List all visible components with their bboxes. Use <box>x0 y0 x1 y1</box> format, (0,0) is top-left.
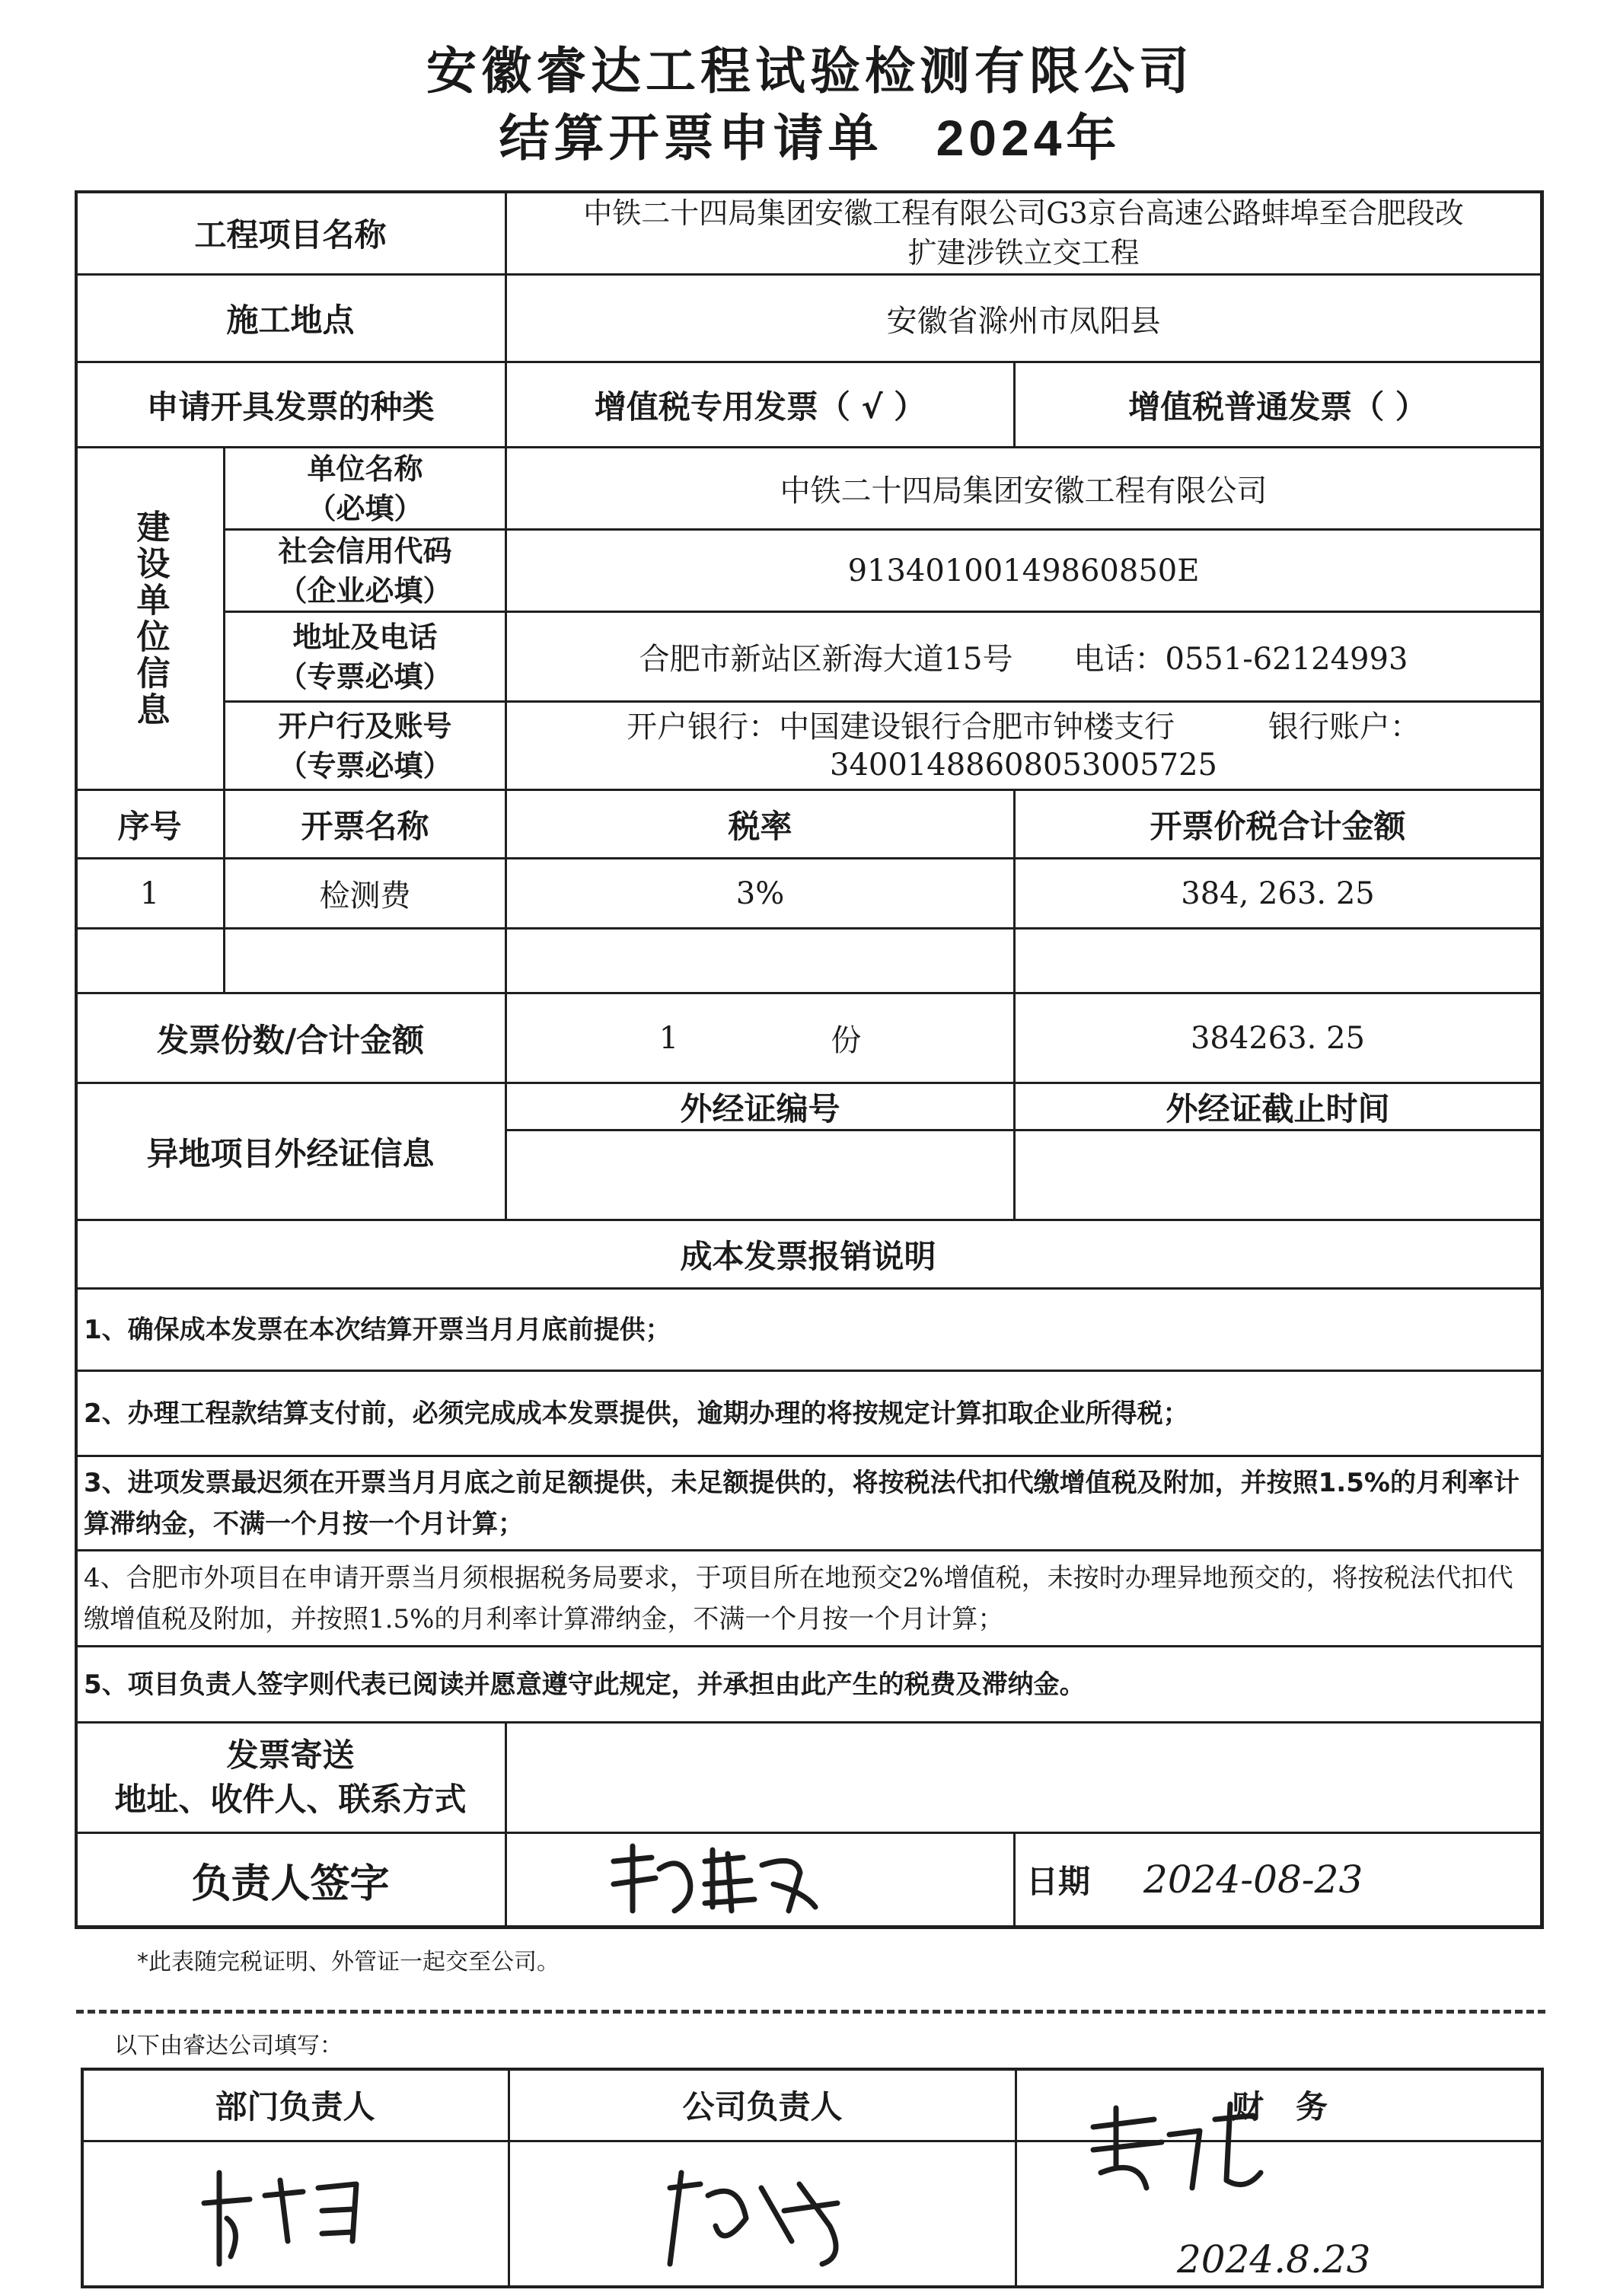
items-header-rate: 税率 <box>507 791 1016 859</box>
signer-signature-cell[interactable] <box>507 1834 1016 1928</box>
builder-account: 34001488608053005725 <box>830 747 1217 783</box>
builder-unit-label <box>225 448 507 531</box>
internal-finance-sign[interactable] <box>1017 2142 1542 2287</box>
builder-credit-note: （企业必填） <box>278 573 452 607</box>
builder-addr-value <box>507 613 1542 703</box>
internal-company-head-label: 公司负责人 <box>510 2069 1017 2142</box>
company-title: 安徽睿达工程试验检测有限公司 <box>426 42 1194 100</box>
site-value: 安徽省滁州市凤阳县 <box>507 276 1542 363</box>
builder-bank-value <box>507 703 1542 791</box>
builder-addr-label-text: 地址及电话 <box>292 620 438 654</box>
invoice-type-label: 申请开具发票的种类 <box>76 363 507 448</box>
builder-credit-label-text: 社会信用代码 <box>278 534 452 568</box>
project-name-line1: 中铁二十四局集团安徽工程有限公司G3京台高速公路蚌埠至合肥段改 <box>583 196 1464 230</box>
internal-finance-label: 财 务 <box>1017 2069 1542 2142</box>
mailing-label-line1: 发票寄送 <box>226 1736 355 1774</box>
item-1-name: 检测费 <box>225 859 507 930</box>
item-2-amount <box>1016 930 1542 994</box>
dept-head-signature <box>196 2157 394 2272</box>
builder-unit-value: 中铁二十四局集团安徽工程有限公司 <box>507 448 1542 531</box>
internal-dept-head-label: 部门负责人 <box>82 2069 510 2142</box>
external-deadline-label: 外经证截止时间 <box>1016 1084 1542 1131</box>
builder-address: 合肥市新站区新海大道15号 <box>639 642 1013 677</box>
date-value: 2024-08-23 <box>1143 1858 1363 1902</box>
mailing-value[interactable] <box>507 1724 1542 1834</box>
mailing-label <box>76 1724 507 1834</box>
form-title-text: 结算开票申请单 <box>499 109 883 167</box>
external-deadline-value[interactable] <box>1016 1131 1542 1221</box>
form-year: 2024年 <box>936 110 1121 166</box>
dashed-separator <box>76 2010 1545 2014</box>
builder-bank-line <box>627 708 1421 746</box>
summary-label: 发票份数/合计金额 <box>76 994 507 1084</box>
company-head-signature <box>647 2157 875 2272</box>
project-name-label: 工程项目名称 <box>76 192 507 276</box>
site-label: 施工地点 <box>76 276 507 363</box>
builder-bank-label-text: 开户行及账号 <box>278 709 452 743</box>
summary-count: 1 <box>659 1020 679 1056</box>
note-1: 1、确保成本发票在本次结算开票当月月底前提供； <box>76 1290 1542 1372</box>
internal-dept-head-sign[interactable] <box>82 2142 510 2287</box>
date-label: 日期 <box>1026 1863 1091 1900</box>
summary-unit: 份 <box>831 1023 862 1058</box>
item-1-rate: 3% <box>507 859 1016 930</box>
project-name-line2: 扩建涉铁立交工程 <box>907 235 1140 269</box>
items-header-name: 开票名称 <box>225 791 507 859</box>
builder-credit-label <box>225 531 507 613</box>
form-title <box>0 97 1620 170</box>
item-1-amount: 384, 263. 25 <box>1016 859 1542 930</box>
builder-addr-label <box>225 613 507 703</box>
notes-title: 成本发票报销说明 <box>76 1221 1542 1290</box>
builder-bank-label <box>225 703 507 791</box>
note-5: 5、项目负责人签字则代表已阅读并愿意遵守此规定，并承担由此产生的税费及滞纳金。 <box>76 1647 1542 1724</box>
signer-label: 负责人签字 <box>76 1834 507 1928</box>
item-1-index: 1 <box>76 859 225 930</box>
note-3: 3、进项发票最迟须在开票当月月底之前足额提供，未足额提供的，将按税法代扣代缴增值税及附加，并按照1.5%的月利率计算滞纳金，不满一个月按一个月计算； <box>76 1457 1542 1551</box>
finance-signature <box>1070 2097 1284 2211</box>
builder-group-label: 建设单位信息 <box>76 448 225 791</box>
items-header-amount: 开票价税合计金额 <box>1016 791 1542 859</box>
external-number-label: 外经证编号 <box>507 1084 1016 1131</box>
invoice-type-normal[interactable]: 增值税普通发票（ ） <box>1016 363 1542 448</box>
project-name-value <box>507 192 1542 276</box>
signer-signature <box>598 1838 827 1922</box>
invoice-type-special[interactable]: 增值税专用发票（ √ ） <box>507 363 1016 448</box>
builder-unit-note: （必填） <box>307 491 423 525</box>
items-header-index: 序号 <box>76 791 225 859</box>
external-label: 异地项目外经证信息 <box>76 1084 507 1221</box>
item-2-rate <box>507 930 1016 994</box>
footnote: *此表随完税证明、外管证一起交至公司。 <box>137 1949 560 1976</box>
mailing-label-line2: 地址、收件人、联系方式 <box>114 1781 467 1818</box>
builder-phone: 电话：0551-62124993 <box>1073 642 1408 677</box>
builder-credit-value: 91340100149860850E <box>507 531 1542 613</box>
external-number-value[interactable] <box>507 1131 1016 1221</box>
note-2: 2、办理工程款结算支付前，必须完成成本发票提供，逾期办理的将按规定计算扣取企业所得税； <box>76 1372 1542 1457</box>
summary-count-cell <box>507 994 1016 1084</box>
item-2-name <box>225 930 507 994</box>
finance-date: 2024.8.23 <box>1177 2237 1371 2282</box>
builder-bank-note: （专票必填） <box>278 748 452 783</box>
item-2-index <box>76 930 225 994</box>
summary-total: 384263. 25 <box>1016 994 1542 1084</box>
builder-addr-note: （专票必填） <box>278 659 452 694</box>
date-label-cell <box>1016 1834 1542 1928</box>
note-4: 4、合肥市外项目在申请开票当月须根据税务局要求，于项目所在地预交2%增值税，未按时办理异地预交的，将按税法代扣代缴增值税及附加，并按照1.5%的月利率计算滞纳金，不满一个月按一个月计算； <box>76 1551 1542 1647</box>
internal-intro: 以下由睿达公司填写： <box>114 2033 343 2059</box>
builder-unit-label-text: 单位名称 <box>307 451 423 486</box>
internal-company-head-sign[interactable] <box>510 2142 1017 2287</box>
builder-account-label: 银行账户： <box>1268 709 1421 745</box>
builder-bank: 开户银行：中国建设银行合肥市钟楼支行 <box>627 709 1175 745</box>
